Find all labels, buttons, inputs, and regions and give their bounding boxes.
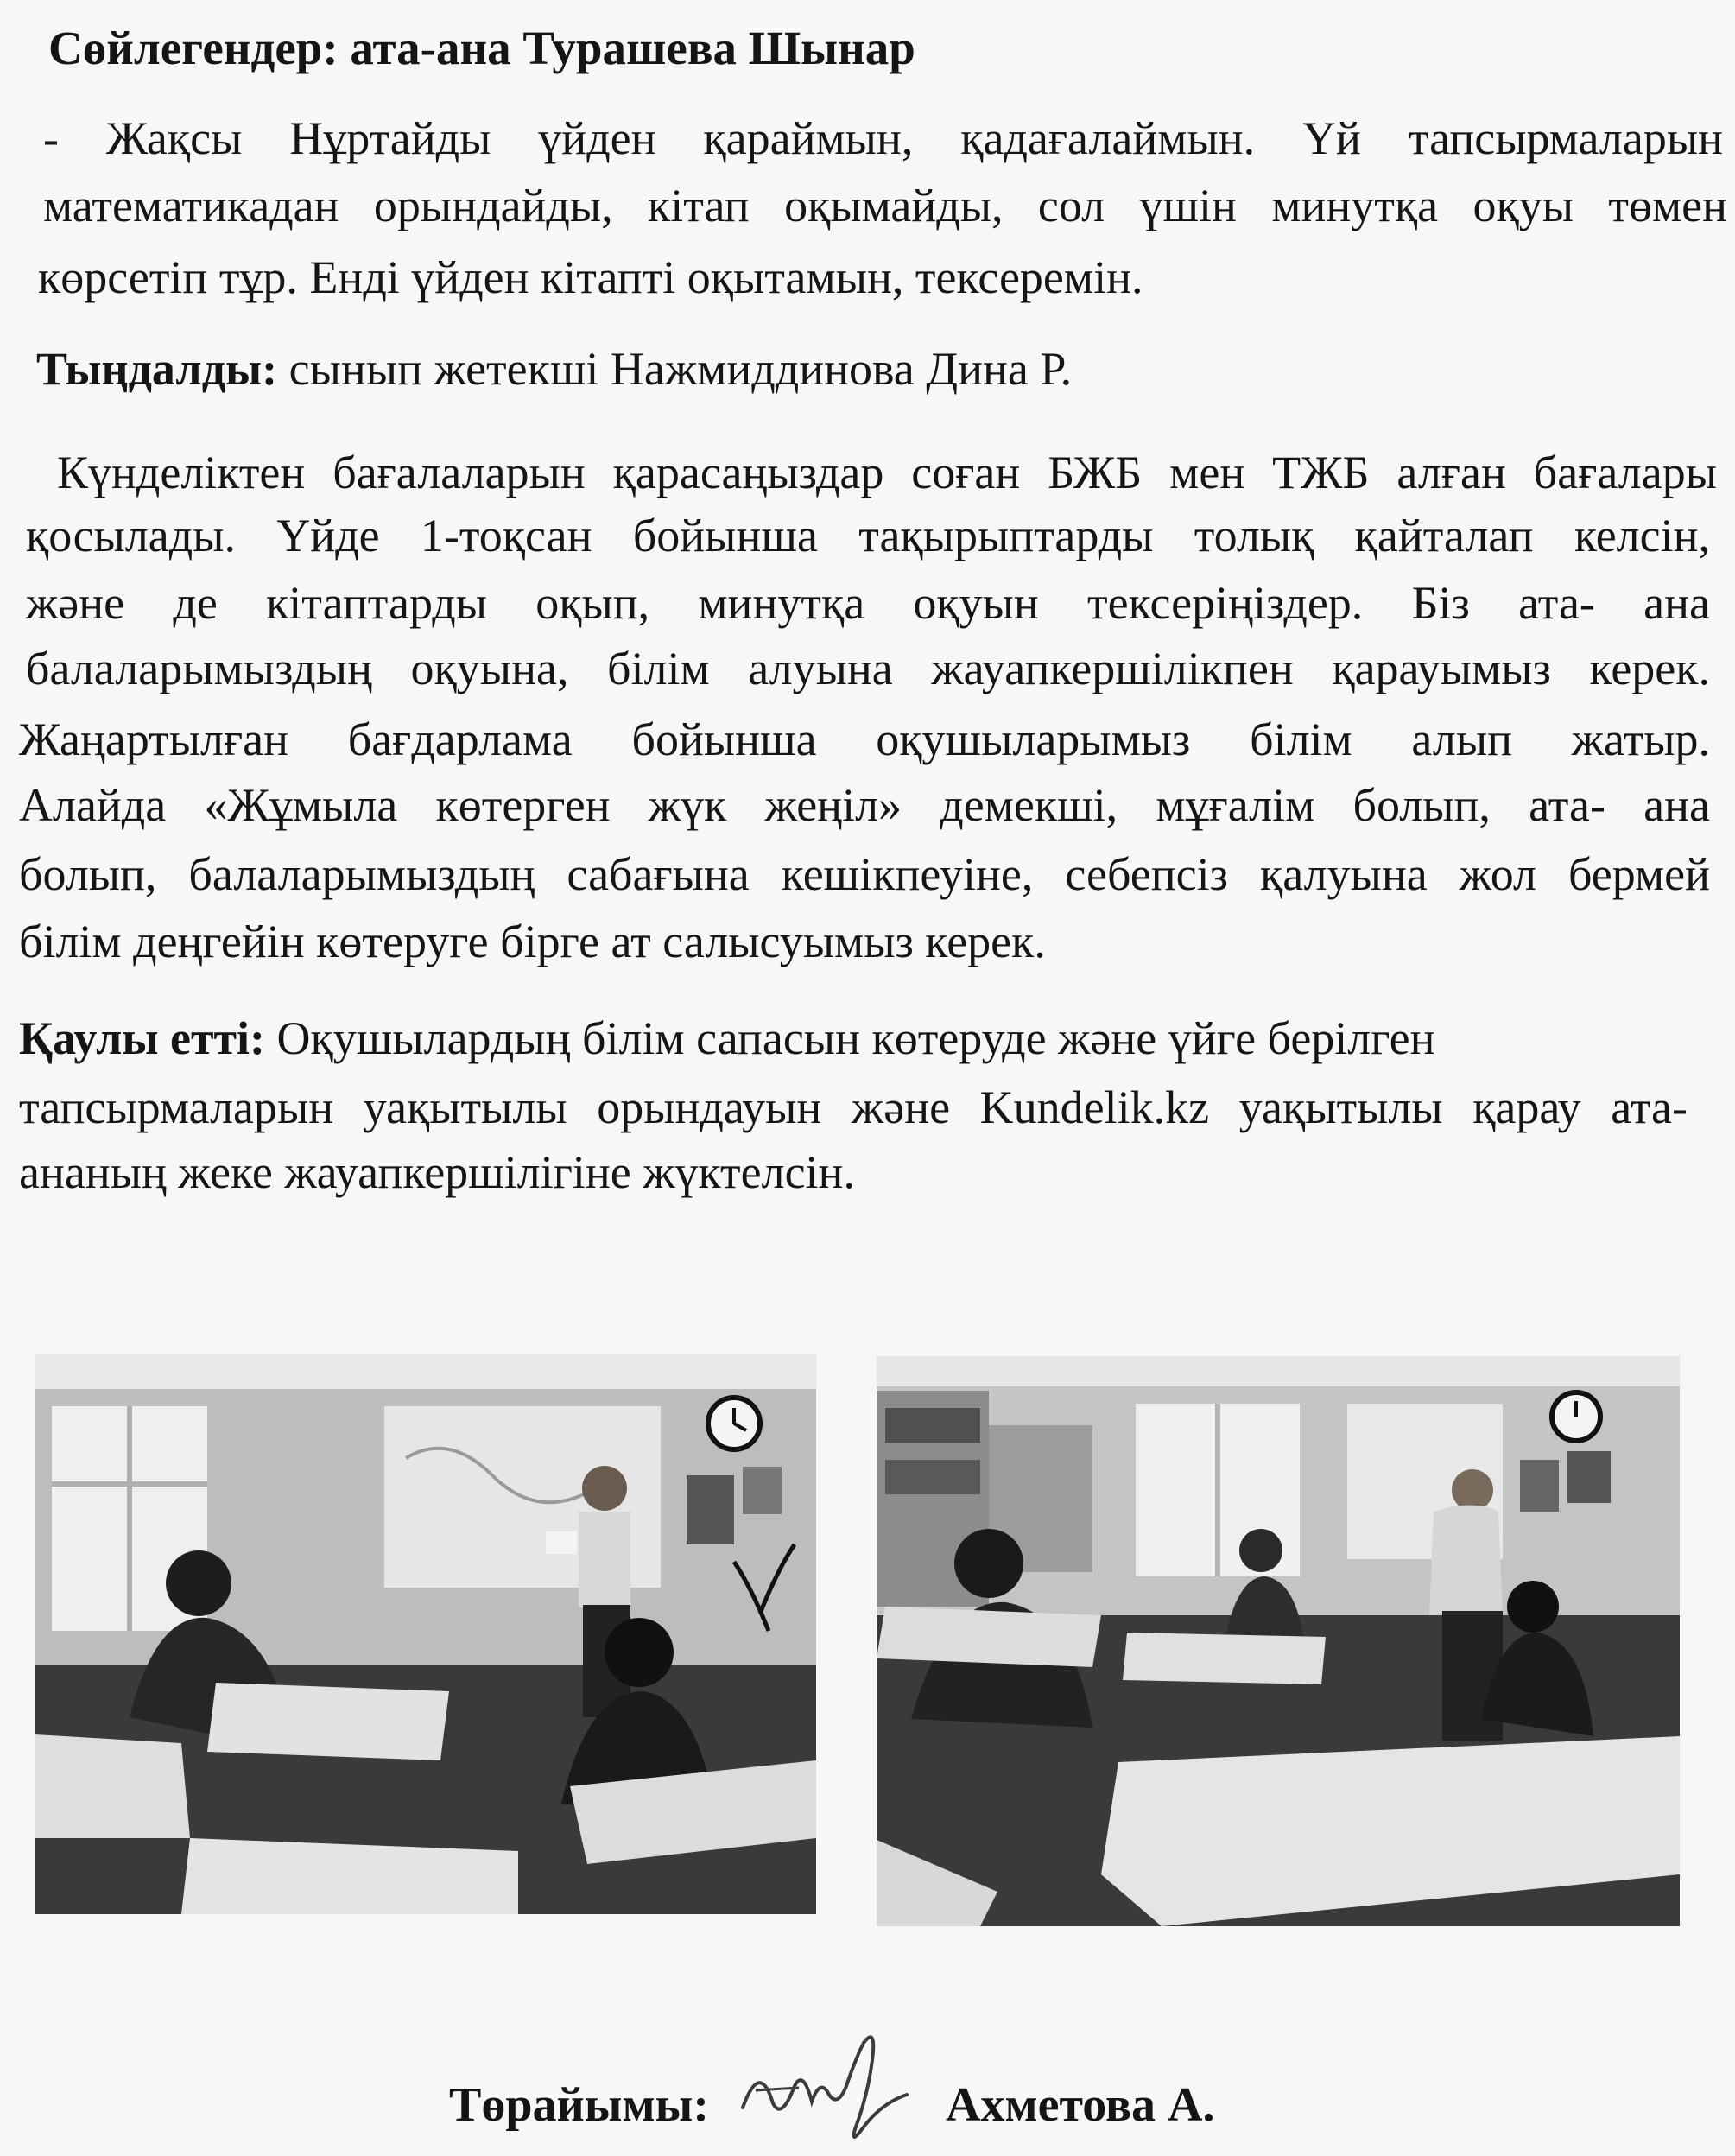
speakers-line: математикадан орындайды, кітап оқымайды, сол үшін минутқа оқуы төмен xyxy=(43,180,1727,231)
speakers-heading: Сөйлегендер: ата-ана Турашева Шынар xyxy=(48,22,915,74)
classroom-photo-teacher-reading xyxy=(35,1354,816,1914)
listened-heading xyxy=(36,343,1073,395)
chairperson-name: Ахметова А. xyxy=(946,2078,1215,2132)
listened-line: және де кітаптарды оқып, минутқа оқуын тексеріңіздер. Біз ата- ана xyxy=(26,577,1710,629)
listened-line: білім деңгейін көтеруге бірге ат салысуымыз керек. xyxy=(19,916,1046,967)
chairperson-label: Төрайымы: xyxy=(449,2078,709,2132)
listened-line: Күнделіктен бағалаларын қарасаңыздар соған БЖБ мен ТЖБ алған бағалары xyxy=(57,447,1717,498)
speakers-line: көрсетіп тұр. Енді үйден кітапті оқытамын, тексеремін. xyxy=(38,251,1143,303)
resolution-line: тапсырмаларын уақытылы орындауын және Kundelik.kz уақытылы қарау ата- xyxy=(19,1081,1688,1133)
speakers-line: - Жақсы Нұртайды үйден қараймын, қадағалаймын. Үй тапсырмаларын xyxy=(43,112,1723,164)
listened-line: Жаңартылған бағдарлама бойынша оқушыларымыз білім алып жатыр. xyxy=(19,713,1710,765)
resolution-label: Қаулы етті: xyxy=(19,1012,266,1064)
resolution-line: ананың жеке жауапкершілігіне жүктелсін. xyxy=(19,1146,855,1198)
resolution-first-line xyxy=(19,1012,1435,1064)
listened-label: Тыңдалды: xyxy=(36,343,278,395)
listened-line: Алайда «Жұмыла көтерген жүк жеңіл» демекші, мұғалім болып, ата- ана xyxy=(19,779,1710,831)
listened-text: сынып жетекші Нажмиддинова Дина Р. xyxy=(288,343,1073,395)
signature-icon xyxy=(734,2026,924,2146)
listened-line: болып, балаларымыздың сабағына кешікпеуіне, себепсіз қалуына жол бермей xyxy=(19,848,1710,900)
resolution-line: Оқушылардың білім сапасын көтеруде және үйге берілген xyxy=(276,1012,1435,1064)
listened-line: қосылады. Үйде 1-тоқсан бойынша тақырыптарды толық қайталап келсін, xyxy=(26,510,1710,561)
classroom-photo-left-svg xyxy=(35,1354,816,1914)
classroom-photo-teacher-helping xyxy=(877,1356,1680,1926)
listened-line: балаларымыздың оқуына, білім алуына жауапкершілікпен қарауымыз керек. xyxy=(26,643,1710,694)
classroom-photo-right-svg xyxy=(877,1356,1680,1926)
